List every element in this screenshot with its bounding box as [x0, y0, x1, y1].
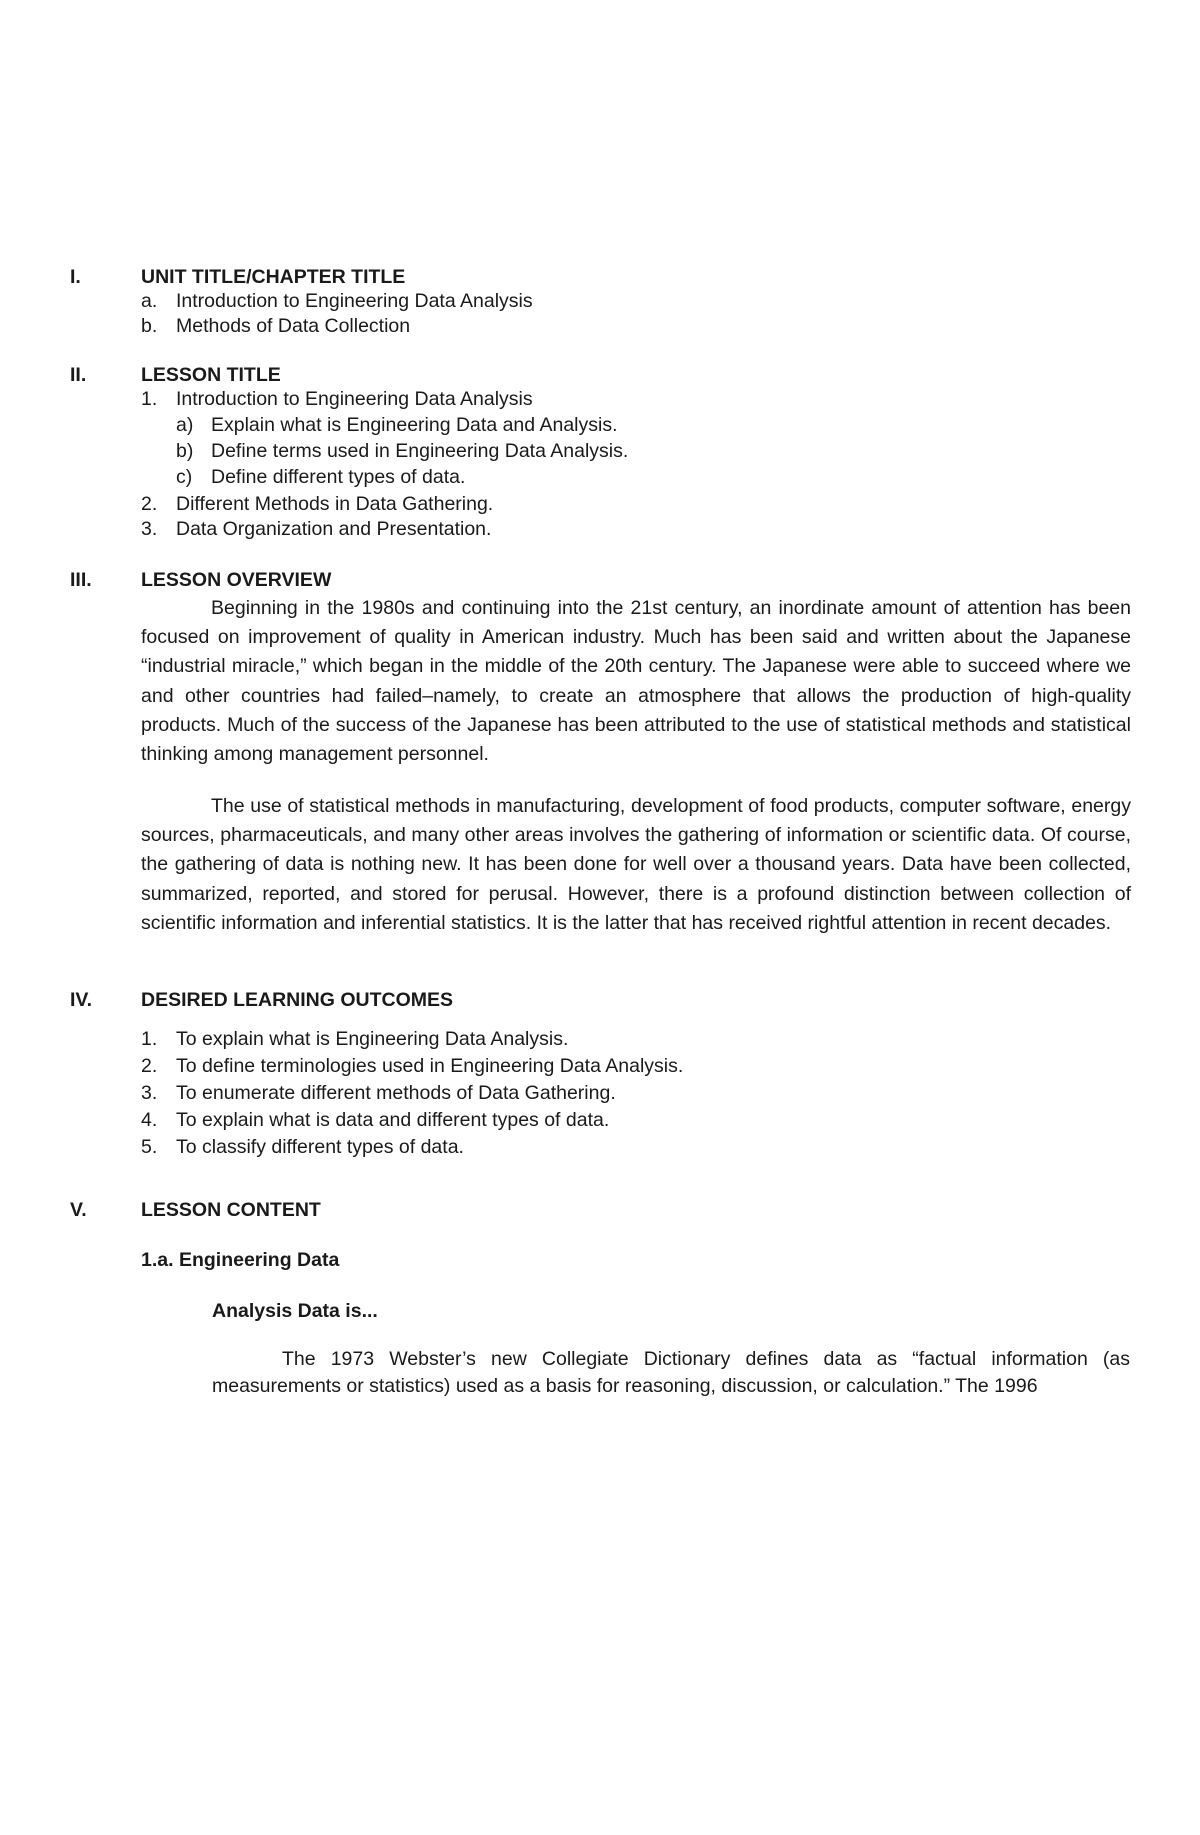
list-item-text: To enumerate different methods of Data Gathering. [176, 1082, 616, 1104]
list-marker: 2. [141, 1055, 158, 1077]
list-item-text: To explain what is Engineering Data Analysis. [176, 1028, 569, 1050]
list-marker: b) [176, 440, 194, 462]
list-marker: 2. [141, 493, 158, 515]
list-marker: c) [176, 466, 193, 488]
list-marker: 1. [141, 388, 158, 410]
list-item-text: To classify different types of data. [176, 1136, 464, 1158]
list-item-text: Introduction to Engineering Data Analysis [176, 290, 533, 312]
list-item-text: Introduction to Engineering Data Analysis [176, 388, 533, 410]
content-subheading: 1.a. Engineering Data [141, 1249, 340, 1271]
section-heading: LESSON CONTENT [141, 1199, 321, 1221]
list-marker: 5. [141, 1136, 158, 1158]
list-item-text: Data Organization and Presentation. [176, 518, 492, 540]
list-item-text: Explain what is Engineering Data and Analysis. [211, 414, 618, 436]
list-item-text: Define terms used in Engineering Data Analysis. [211, 440, 629, 462]
list-marker: 3. [141, 1082, 158, 1104]
list-item-text: Methods of Data Collection [176, 315, 411, 337]
list-marker: a) [176, 414, 194, 436]
section-numeral: V. [70, 1199, 87, 1221]
section-numeral: III. [70, 569, 92, 591]
section-heading: DESIRED LEARNING OUTCOMES [141, 989, 454, 1011]
list-marker: 4. [141, 1109, 158, 1131]
list-marker: 1. [141, 1028, 158, 1050]
section-numeral: IV. [70, 989, 93, 1011]
overview-paragraph: Beginning in the 1980s and continuing into the 21st century, an inordinate amount of attention has been focused on improvement of quality in American industry. Much has been said and written about the Japanese “industrial miracle,” which began in the middle of the 20th century. The Japanese were able to succeed where we and other countries had failed–namely, to create an atmosphere that allows the production of high-quality products. Much of the success of the Japanese has been attributed to the use of statistical methods and statistical thinking among management personnel. [141, 597, 1131, 766]
section-heading: LESSON TITLE [141, 364, 281, 386]
section-heading: UNIT TITLE/CHAPTER TITLE [141, 266, 406, 288]
list-item-text: Different Methods in Data Gathering. [176, 493, 494, 515]
list-item-text: Define different types of data. [211, 466, 466, 488]
content-subsubheading: Analysis Data is... [212, 1300, 378, 1322]
list-marker: b. [141, 315, 158, 337]
section-heading: LESSON OVERVIEW [141, 569, 332, 591]
section-numeral: I. [70, 266, 81, 288]
list-item-text: To define terminologies used in Engineering Data Analysis. [176, 1055, 684, 1077]
section-numeral: II. [70, 364, 87, 386]
list-marker: 3. [141, 518, 158, 540]
list-item-text: To explain what is data and different types of data. [176, 1109, 610, 1131]
content-paragraph: The 1973 Webster’s new Collegiate Dictionary defines data as “factual information (as measurements or statistics) used as a basis for reasoning, discussion, or calculation.” The 1996 [212, 1348, 1130, 1397]
overview-paragraph: The use of statistical methods in manufacturing, development of food products, computer software, energy sources, pharmaceuticals, and many other areas involves the gathering of information or scientific data. Of course, the gathering of data is nothing new. It has been done for well over a thousand years. Data have been collected, summarized, reported, and stored for perusal. However, there is a profound distinction between collection of scientific information and inferential statistics. It is the latter that has received rightful attention in recent decades. [141, 795, 1131, 934]
list-marker: a. [141, 290, 158, 312]
